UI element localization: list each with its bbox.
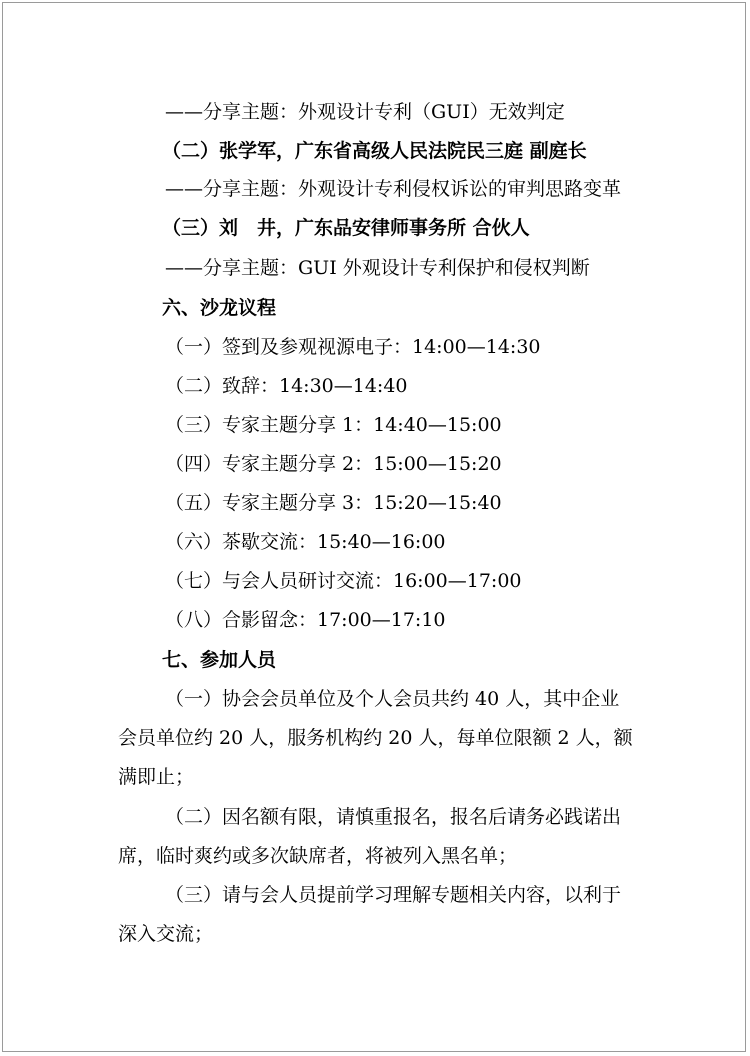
speaker-2-name: （二）张学军，广东省高级人民法院民三庭 副庭长 <box>162 140 587 162</box>
participants-para-3-line-2: 深入交流； <box>118 923 214 945</box>
agenda-item: （三）专家主题分享 1：14:40—15:00 <box>165 414 502 436</box>
speaker-2-topic: ——分享主题：外观设计专利侵权诉讼的审判思路变革 <box>165 178 622 200</box>
agenda-heading: 六、沙龙议程 <box>162 297 277 319</box>
participants-para-2-line-1: （二）因名额有限，请慎重报名，报名后请务必践诺出 <box>165 806 622 828</box>
agenda-item: （八）合影留念：17:00—17:10 <box>165 609 446 631</box>
participants-para-1-line-2: 会员单位约 20 人，服务机构约 20 人，每单位限额 2 人，额 <box>118 727 633 749</box>
agenda-item: （一）签到及参观视源电子：14:00—14:30 <box>165 336 541 358</box>
agenda-item: （七）与会人员研讨交流：16:00—17:00 <box>165 570 522 592</box>
participants-para-3-line-1: （三）请与会人员提前学习理解专题相关内容，以利于 <box>165 884 622 906</box>
agenda-item: （六）茶歇交流：15:40—16:00 <box>165 531 446 553</box>
speaker-1-topic: ——分享主题：外观设计专利（GUI）无效判定 <box>165 101 565 123</box>
agenda-item: （四）专家主题分享 2：15:00—15:20 <box>165 453 502 475</box>
agenda-item: （二）致辞：14:30—14:40 <box>165 375 408 397</box>
participants-para-2-line-2: 席，临时爽约或多次缺席者，将被列入黑名单； <box>118 845 518 867</box>
participants-para-1-line-1: （一）协会会员单位及个人会员共约 40 人，其中企业 <box>165 688 620 710</box>
agenda-item: （五）专家主题分享 3：15:20—15:40 <box>165 492 502 514</box>
participants-heading: 七、参加人员 <box>162 649 277 671</box>
speaker-3-topic: ——分享主题：GUI 外观设计专利保护和侵权判断 <box>165 257 590 279</box>
participants-para-1-line-3: 满即止； <box>118 766 195 788</box>
speaker-3-name: （三）刘 井，广东品安律师事务所 合伙人 <box>162 217 530 239</box>
